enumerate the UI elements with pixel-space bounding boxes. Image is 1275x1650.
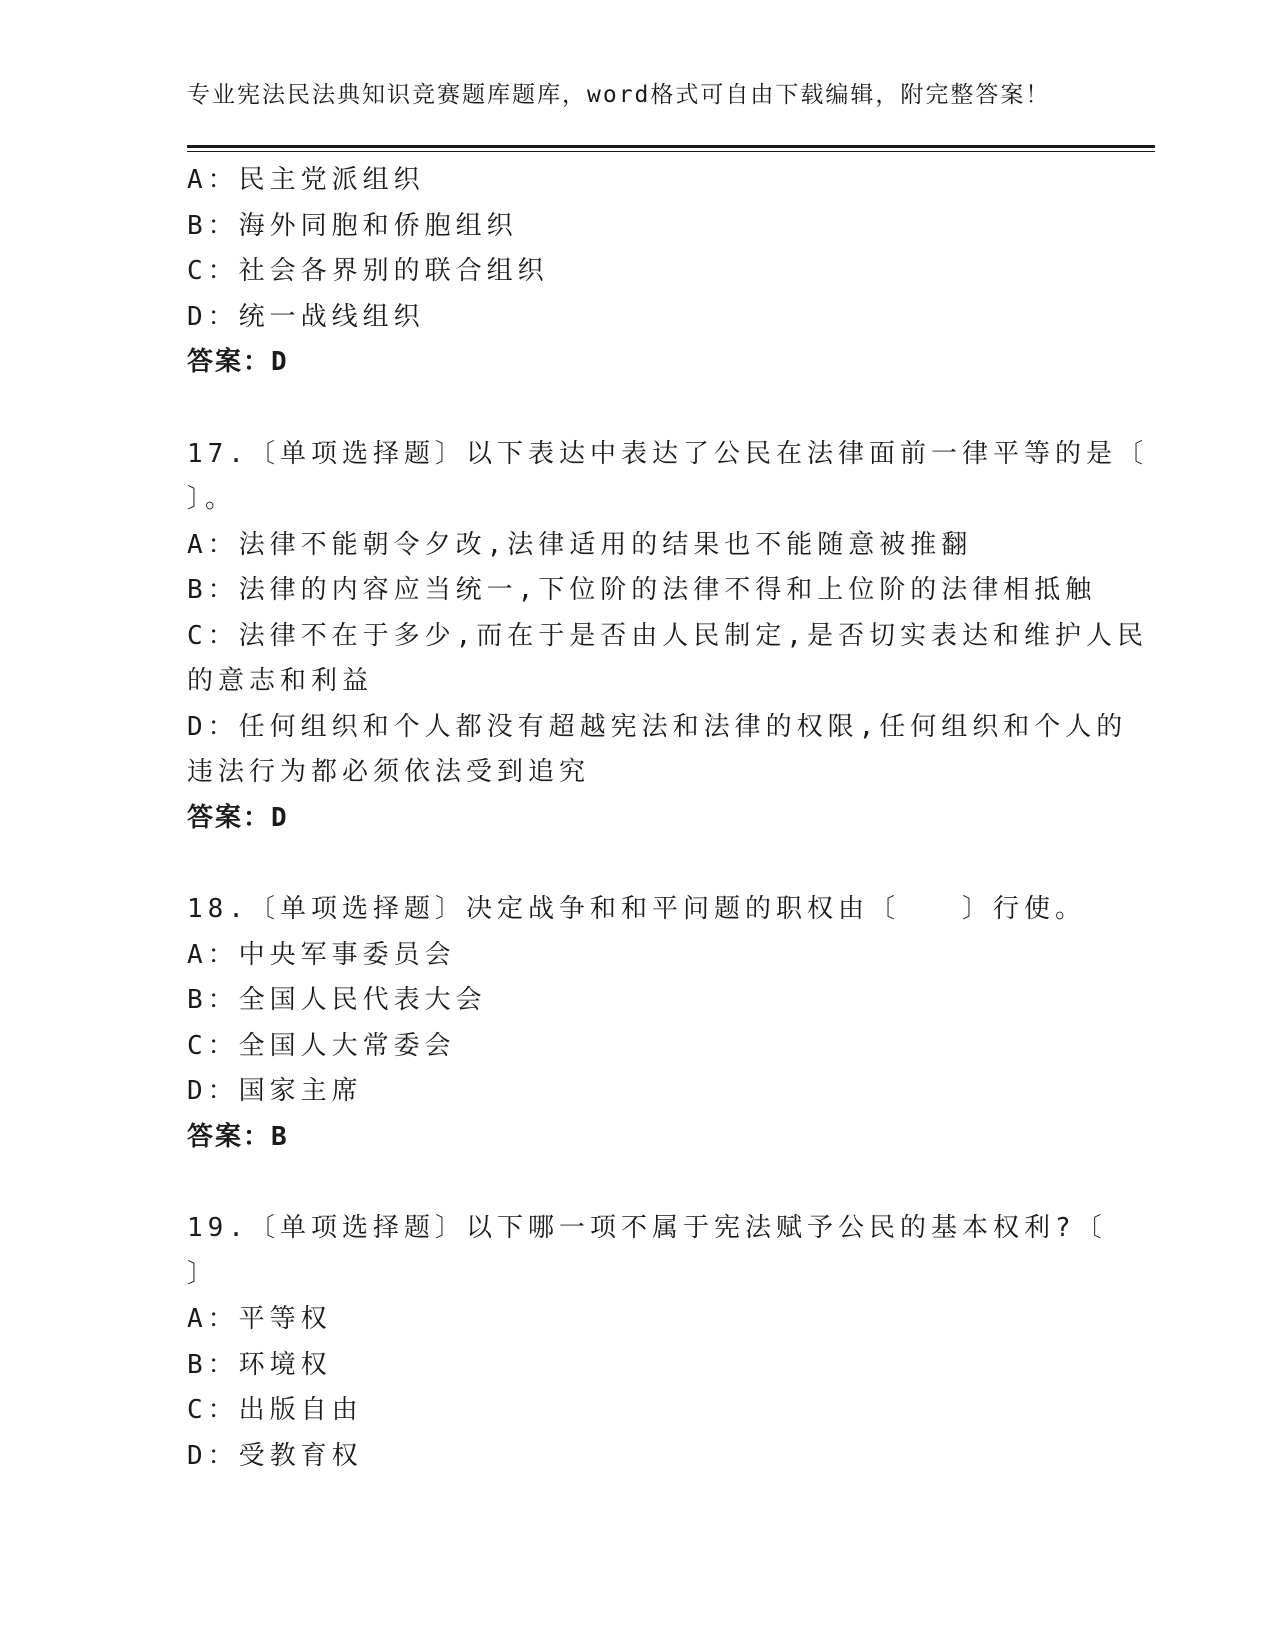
header-rule-thick [187,145,1155,148]
q16-option-b: B：海外同胞和侨胞组织 [187,210,518,241]
q16-option-c: C：社会各界别的联合组织 [187,256,549,286]
q18-option-a: A：中央军事委员会 [187,939,456,970]
q18-option-d: D：国家主席 [187,1076,363,1106]
q18-answer: 答案：B [187,1121,289,1152]
q17-option-d: D：任何组织和个人都没有超越宪法和法律的权限,任何组织和个人的 [187,711,1128,742]
q18-question: 18.〔单项选择题〕决定战争和和平问题的职权由〔 〕行使。 [187,894,1086,924]
q17-question-line2: 〕。 [187,484,237,514]
q17-option-a: A：法律不能朝令夕改,法律适用的结果也不能随意被推翻 [187,529,973,560]
q16-option-d: D：统一战线组织 [187,301,425,332]
document-header: 专业宪法民法典知识竞赛题库题库，word格式可自由下载编辑，附完整答案！ [187,82,1051,108]
q19-question-line1: 19.〔单项选择题〕以下哪一项不属于宪法赋予公民的基本权利?〔 [187,1213,1107,1243]
q17-answer: 答案：D [187,802,289,833]
q18-option-c: C：全国人大常委会 [187,1030,456,1061]
q16-answer: 答案：D [187,347,289,377]
q17-option-d-cont: 违法行为都必须依法受到追究 [187,757,591,787]
q17-option-c-cont: 的意志和利益 [187,666,374,696]
q19-option-d: D：受教育权 [187,1440,363,1471]
q18-option-b: B：全国人民代表大会 [187,985,487,1015]
q17-option-c: C：法律不在于多少,而在于是否由人民制定,是否切实表达和维护人民 [187,620,1148,651]
q17-option-b: B：法律的内容应当统一,下位阶的法律不得和上位阶的法律相抵触 [187,575,1097,605]
q19-question-line2: 〕 [187,1258,219,1289]
q19-option-b: B：环境权 [187,1349,332,1380]
header-rule-thin [187,151,1155,152]
q17-question-line1: 17.〔单项选择题〕以下表达中表达了公民在法律面前一律平等的是〔 [187,438,1148,469]
q19-option-a: A：平等权 [187,1304,332,1334]
document-body [187,158,1148,1479]
q16-option-a: A：民主党派组织 [187,165,425,195]
q19-option-c: C：出版自由 [187,1395,363,1425]
